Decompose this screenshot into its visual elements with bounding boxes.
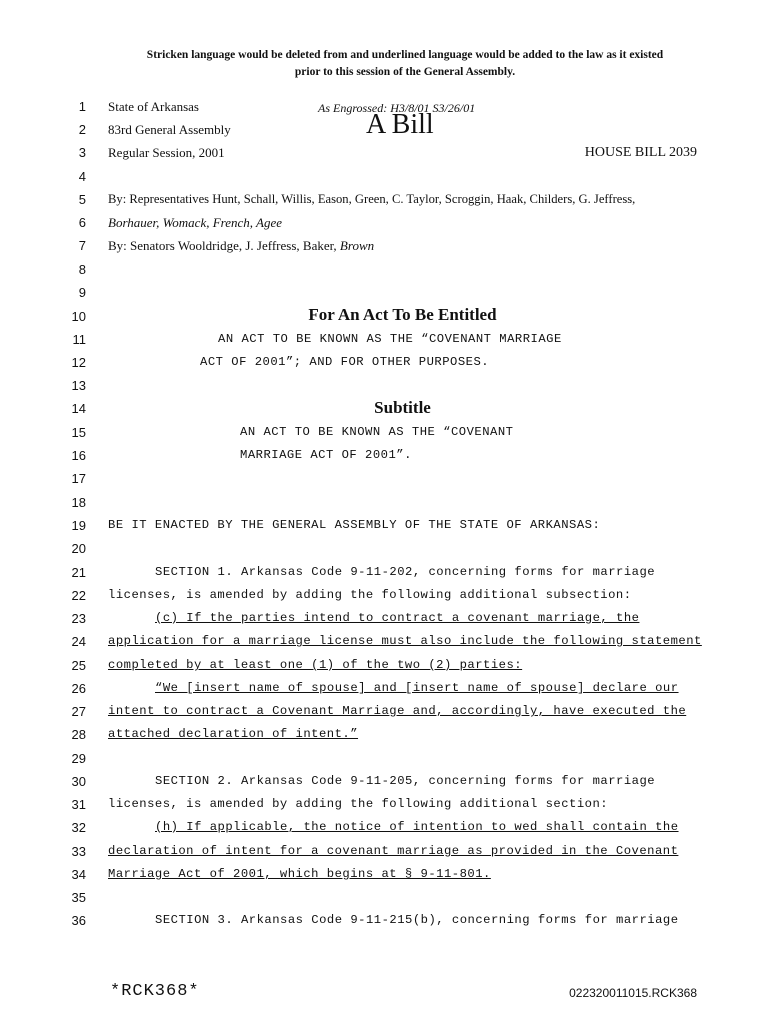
- line-number: 14: [71, 401, 86, 416]
- section-3-heading: SECTION 3. Arkansas Code 9-11-215(b), concerning forms for marriage: [155, 913, 679, 927]
- underlined-text: completed by at least one (1) of the two (2) parties:: [108, 658, 523, 672]
- engrossed-stamp: As Engrossed: H3/8/01 S3/26/01: [318, 101, 476, 115]
- line-number: 18: [71, 495, 86, 510]
- line-number: 30: [71, 774, 86, 789]
- bill-number: HOUSE BILL 2039: [584, 145, 697, 160]
- line-number: 20: [71, 541, 86, 556]
- line-number: 36: [71, 913, 86, 928]
- line-number: 6: [78, 215, 86, 230]
- subtitle-line-2: MARRIAGE ACT OF 2001”.: [240, 448, 412, 462]
- act-heading: For An Act To Be Entitled: [308, 305, 497, 324]
- section-1-amendment-line-3: [108, 658, 700, 672]
- line-number: 3: [78, 145, 86, 160]
- line-number: 31: [71, 797, 86, 812]
- line-number: 23: [71, 611, 86, 626]
- line-number: 34: [71, 867, 86, 882]
- section-1-amendment-line-1: [155, 611, 700, 625]
- underlined-text: attached declaration of intent.”: [108, 727, 359, 741]
- line-number: 22: [71, 588, 86, 603]
- line-number: 11: [72, 332, 86, 347]
- line-number: 9: [78, 285, 86, 300]
- act-title-line-2: ACT OF 2001”; AND FOR OTHER PURPOSES.: [200, 355, 490, 369]
- section-1-amendment-line-4: [155, 681, 700, 695]
- senator-brown: Brown: [339, 238, 375, 253]
- line-number: 33: [71, 844, 86, 859]
- line-number: 27: [71, 704, 86, 719]
- act-title-line-1: AN ACT TO BE KNOWN AS THE “COVENANT MARRIAGE: [218, 332, 562, 346]
- line-number: 7: [78, 238, 86, 253]
- underlined-text: declaration of intent for a covenant marriage as provided in the Covenant: [108, 844, 679, 858]
- underlined-text: intent to contract a Covenant Marriage and, accordingly, have executed the: [108, 704, 687, 718]
- underlined-text: (c) If the parties intend to contract a covenant marriage, the: [155, 611, 640, 625]
- line-number: 26: [71, 681, 86, 696]
- line-number: 24: [71, 634, 86, 649]
- line-number: 13: [71, 378, 86, 393]
- line-number: 8: [78, 262, 86, 277]
- notice-line-2: prior to this session of the General Assembly.: [294, 66, 516, 78]
- general-assembly: 83rd General Assembly: [108, 122, 231, 137]
- section-1-text: licenses, is amended by adding the following additional subsection:: [108, 588, 632, 602]
- sponsors-representatives: By: Representatives Hunt, Schall, Willis, Eason, Green, C. Taylor, Scroggin, Haak, Childers, G. Jeffress,: [108, 192, 636, 206]
- line-number: 21: [71, 565, 86, 580]
- underlined-text: (h) If applicable, the notice of intention to wed shall contain the: [155, 820, 679, 834]
- section-1-amendment-line-2: [108, 634, 700, 648]
- section-2-amendment-line-1: [155, 820, 700, 834]
- line-number: 12: [71, 355, 86, 370]
- section-1-amendment-line-6: [108, 727, 700, 741]
- subtitle-line-1: AN ACT TO BE KNOWN AS THE “COVENANT: [240, 425, 514, 439]
- bill-title: A Bill: [366, 109, 434, 140]
- line-number: 15: [71, 425, 86, 440]
- line-number: 2: [78, 122, 86, 137]
- line-number: 17: [71, 471, 86, 486]
- line-number: 5: [78, 192, 86, 207]
- line-number: 28: [71, 727, 86, 742]
- line-number: 16: [71, 448, 86, 463]
- barcode-text: *RCK368*: [110, 982, 200, 1001]
- line-number: 32: [71, 820, 86, 835]
- line-number: 25: [71, 658, 86, 673]
- underlined-text: Marriage Act of 2001, which begins at § 9-11-801.: [108, 867, 491, 881]
- line-number: 10: [71, 309, 86, 324]
- section-2-text: licenses, is amended by adding the following additional section:: [108, 797, 609, 811]
- sponsors-representatives-continued: Borhauer, Womack, French, Agee: [108, 215, 283, 230]
- document-id: 022320011015.RCK368: [569, 986, 697, 1000]
- state-name: State of Arkansas: [108, 99, 199, 114]
- line-number: 35: [71, 890, 86, 905]
- section-2-amendment-line-3: [108, 867, 700, 881]
- section-2-heading: SECTION 2. Arkansas Code 9-11-205, concerning forms for marriage: [155, 774, 656, 788]
- notice-line-1: Stricken language would be deleted from and underlined language would be added to the law as it existed: [146, 49, 664, 61]
- section-1-amendment-line-5: [108, 704, 700, 718]
- line-number: 19: [71, 518, 86, 533]
- underlined-text: “We [insert name of spouse] and [insert name of spouse] declare our: [155, 681, 679, 695]
- line-number: 1: [78, 99, 86, 114]
- notice-banner: [0, 47, 770, 81]
- senators-list: By: Senators Wooldridge, J. Jeffress, Baker,: [108, 238, 340, 253]
- line-number: 29: [71, 751, 86, 766]
- session: Regular Session, 2001: [108, 145, 225, 160]
- section-2-amendment-line-2: [108, 844, 700, 858]
- subtitle-heading: Subtitle: [374, 398, 431, 417]
- sponsors-senators: [108, 238, 700, 254]
- line-number: 4: [78, 169, 86, 184]
- enacting-clause: BE IT ENACTED BY THE GENERAL ASSEMBLY OF THE STATE OF ARKANSAS:: [108, 518, 601, 532]
- underlined-text: application for a marriage license must also include the following statement: [108, 634, 702, 648]
- section-1-heading: SECTION 1. Arkansas Code 9-11-202, concerning forms for marriage: [155, 565, 656, 579]
